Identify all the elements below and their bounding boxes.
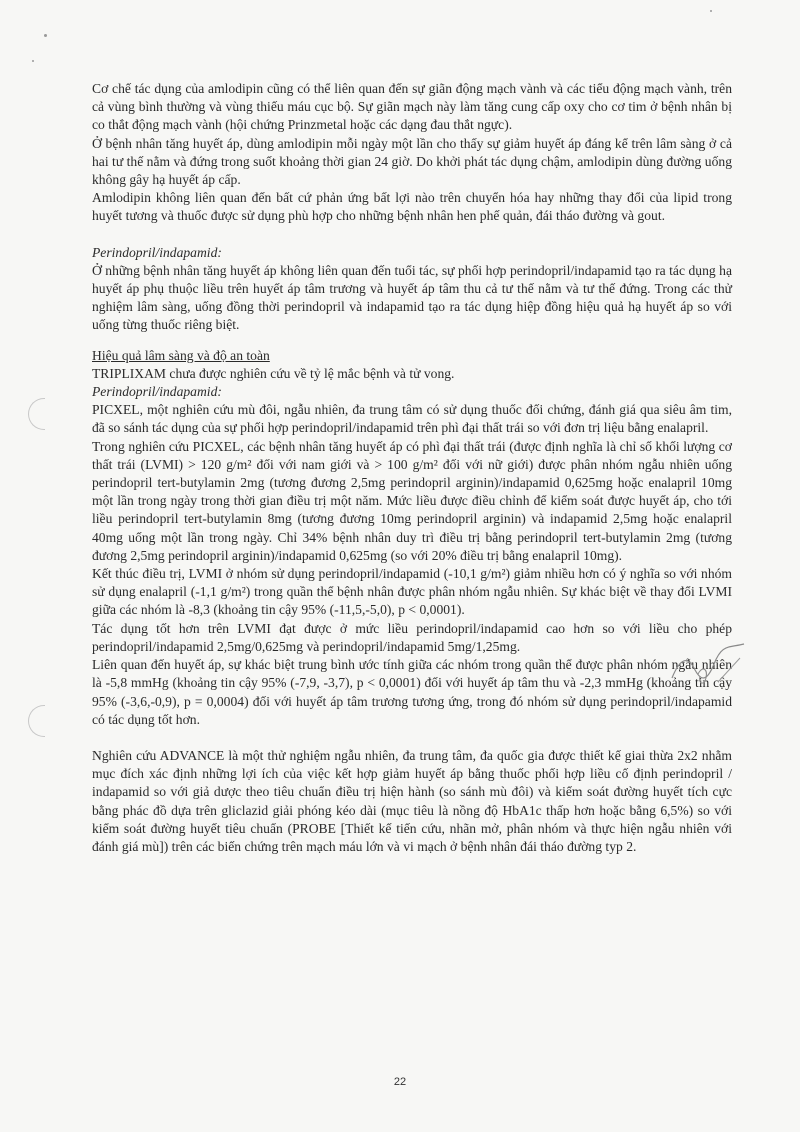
punch-hole-mark — [28, 705, 45, 737]
paragraph: Liên quan đến huyết áp, sự khác biệt trung bình ước tính giữa các nhóm trong quần thể được phân nhóm ngẫu nhiên là -5,8 mmHg (khoảng tin cậy 95% (-7,9, -3,7), p < 0,0001) đối với huyết áp tâm thu và -2,3 mmHg (khoảng tin cậy 95% (-3,6,-0,9), p = 0,0004) đối với huyết áp tâm trương tương ứng, trong đó nhóm sử dụng perindopril/indapamid có tác dụng tốt hơn. — [92, 657, 732, 727]
scan-speck — [44, 34, 47, 37]
paragraph: Trong nghiên cứu PICXEL, các bệnh nhân tăng huyết áp có phì đại thất trái (được định nghĩa là chỉ số khối lượng cơ thất trái (LVMI) > 120 g/m² đối với nam giới và > 100 g/m² đối với nữ giới) được phân nhóm ngẫu nhiên uống perindopril tert-butylamin 2mg (tương đương 2,5mg perindopril arginin)/indapamid 0,625mg hoặc enalapril 10mg một lần trong ngày trong thời gian điều trị một năm. Mức liều được điều chỉnh để kiểm soát được huyết áp, cho tới liều perindopril tert-butylamin 8mg (tương đương 10mg perindopril arginin) và indapamid 2,5mg hoặc enalapril 40mg uống một lần trong ngày. Chỉ 34% bệnh nhân duy trì điều trị bằng perindopril tert-butylamin 2mg (tương đương 2,5mg perindopril arginin)/indapamid 0,625mg (so với 20% điều trị bằng enalapril 10mg). — [92, 438, 732, 563]
paragraph: Kết thúc điều trị, LVMI ở nhóm sử dụng perindopril/indapamid (-10,1 g/m²) giảm nhiều hơn có ý nghĩa so với nhóm sử dụng enalapril (-1,1 g/m²) trong quần thể bệnh nhân được phân nhóm ngẫu nhiên. Sự khác biệt về thay đổi LVMI giữa các nhóm là -8,3 (khoảng tin cậy 95% (-11,5,-5,0), p < 0,0001). — [92, 566, 732, 618]
scan-speck — [32, 60, 34, 62]
section-heading: Hiệu quả lâm sàng và độ an toàn — [92, 347, 270, 363]
handwritten-signature-mark — [668, 638, 748, 698]
paragraph: Cơ chế tác dụng của amlodipin cũng có thể liên quan đến sự giãn động mạch vành và các tiểu động mạch vành, trên cả vùng bình thường và vùng thiếu máu cục bộ. Sự giãn mạch này làm tăng cung cấp oxy cho cơ tim ở bệnh nhân bị co thắt động mạch vành (hội chứng Prinzmetal hoặc các dạng đau thắt ngực). — [92, 81, 732, 133]
paragraph: Amlodipin không liên quan đến bất cứ phản ứng bất lợi nào trên chuyển hóa hay những thay đổi của lipid trong huyết tương và thuốc được sử dụng phù hợp cho những bệnh nhân hen phế quản, đái tháo đường và gout. — [92, 190, 732, 224]
punch-hole-mark — [28, 398, 45, 430]
document-body — [92, 80, 732, 856]
section-heading: Perindopril/indapamid: — [92, 384, 222, 400]
page-number: 22 — [393, 1076, 407, 1088]
paragraph: Ở bệnh nhân tăng huyết áp, dùng amlodipin mỗi ngày một lần cho thấy sự giảm huyết áp đáng kể trên lâm sàng ở cả hai tư thế nằm và đứng trong suốt khoảng thời gian 24 giờ. Do khởi phát tác dụng chậm, amlodipin dùng đường uống không gây hạ huyết áp cấp. — [92, 135, 732, 188]
paragraph: PICXEL, một nghiên cứu mù đôi, ngẫu nhiên, đa trung tâm có sử dụng thuốc đối chứng, đánh giá qua siêu âm tim, đã so sánh tác dụng của sự phối hợp perindopril/indapamid trên phì đại thất trái so với đơn trị liệu bằng enalapril. — [92, 402, 732, 436]
paragraph: Ở những bệnh nhân tăng huyết áp không liên quan đến tuổi tác, sự phối hợp perindopril/indapamid tạo ra tác dụng hạ huyết áp phụ thuộc liều trên huyết áp tâm trương và huyết áp tâm thu cả tư thế nằm và tư thế đứng. Trong các thử nghiệm lâm sàng, uống đồng thời perindopril và indapamid tạo ra tác dụng hiệp đồng hiệu quả hạ huyết áp so với uống từng thuốc riêng biệt. — [92, 262, 732, 333]
paragraph: Tác dụng tốt hơn trên LVMI đạt được ở mức liều perindopril/indapamid cao hơn so với liều cho phép perindopril/indapamid 2,5mg/0,625mg và perindopril/indapamid 5mg/1,25mg. — [92, 620, 732, 654]
paragraph: Nghiên cứu ADVANCE là một thử nghiệm ngẫu nhiên, đa trung tâm, đa quốc gia được thiết kế giai thừa 2x2 nhằm mục đích xác định những lợi ích của việc kết hợp giảm huyết áp bằng thuốc phối hợp liều cố định perindopril / indapamid so với giả dược theo tiêu chuẩn điều trị hiện hành (so sánh mù đôi) và kiểm soát đường huyết tích cực bằng phác đồ dựa trên gliclazid giải phóng kéo dài (mục tiêu là nồng độ HbA1c thấp hơn hoặc bằng 6,5%) so với kiểm soát đường huyết tiêu chuẩn (PROBE [Thiết kế tiến cứu, nhãn mở, phân nhóm và thực hiện ngẫu nhiên với đánh giá mù]) trên các biến chứng trên mạch máu lớn và vi mạch ở bệnh nhân đái tháo đường typ 2. — [92, 747, 732, 854]
paragraph: TRIPLIXAM chưa được nghiên cứu về tỷ lệ mắc bệnh và tử vong. — [92, 365, 455, 381]
section-heading: Perindopril/indapamid: — [92, 244, 222, 260]
scan-speck — [710, 10, 712, 12]
